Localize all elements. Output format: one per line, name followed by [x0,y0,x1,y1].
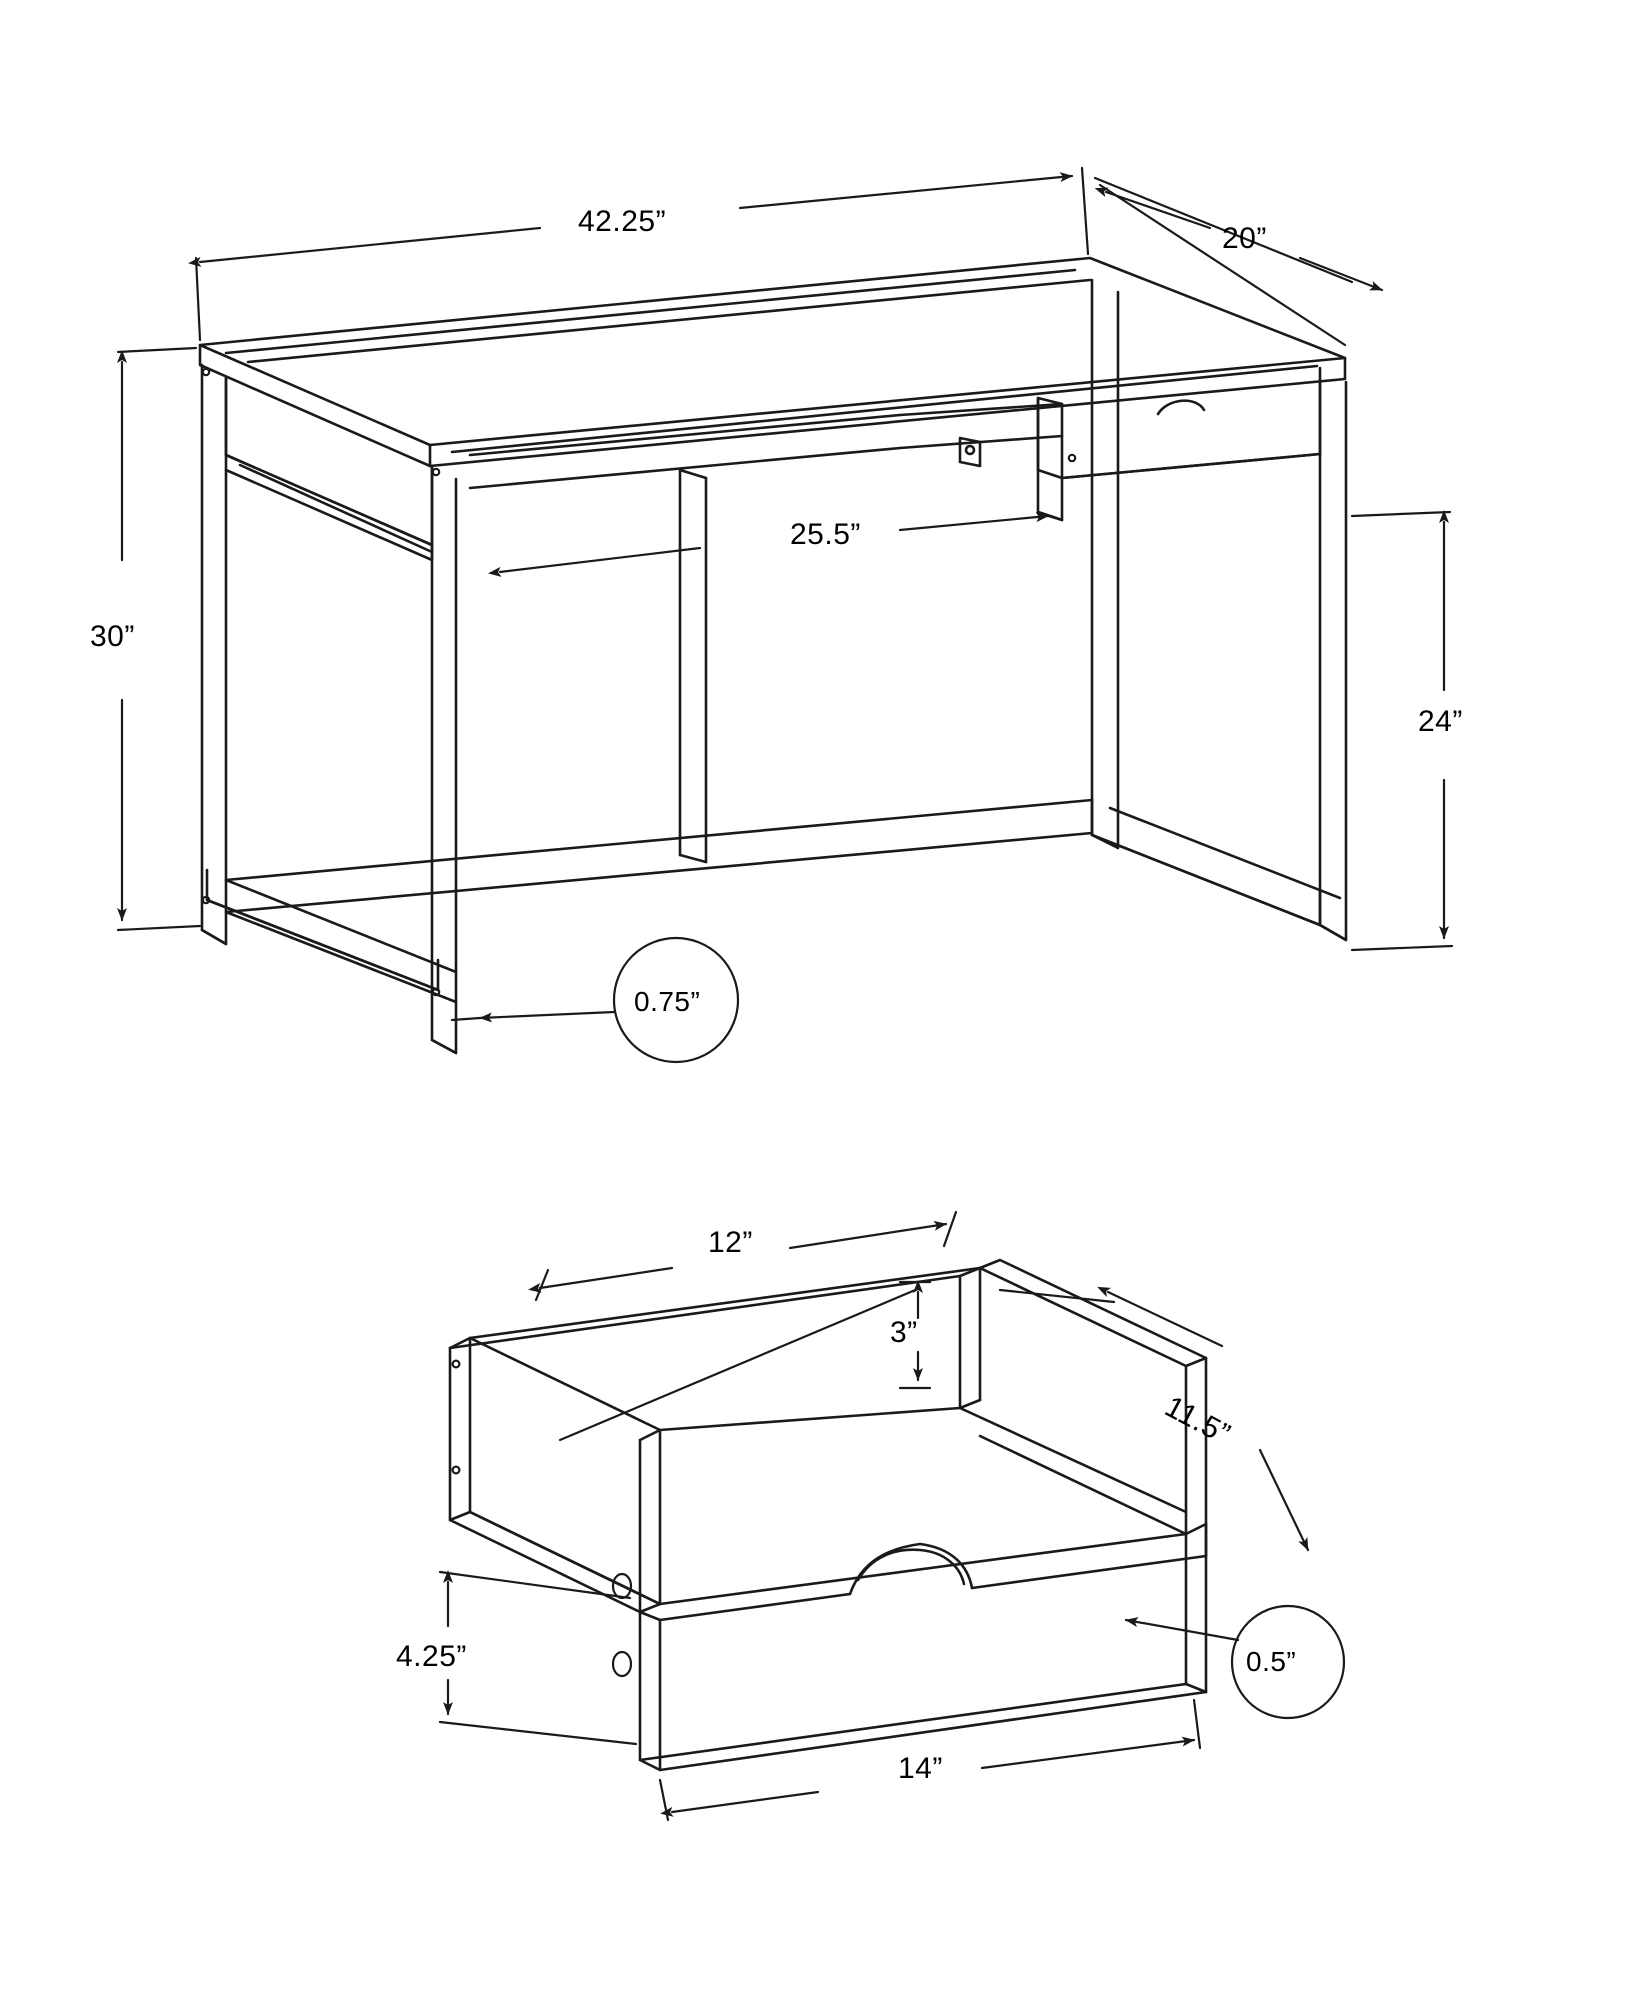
dimension-label-drawer-inner-height: 3” [890,1316,918,1349]
left-side-frame [202,365,456,1053]
dimension-label-desk-depth: 20” [1222,222,1267,255]
drawer-dimension-lines [440,1212,1344,1820]
dimension-label-frame-tube-thickness: 0.75” [634,986,701,1017]
back-frame [226,415,1092,912]
dimension-label-drawer-inner-width: 12” [708,1226,753,1259]
desk-figure [118,168,1452,1062]
dimension-label-desk-width: 42.25” [578,205,667,238]
dimension-label-drawer-face-width: 14” [898,1752,943,1785]
dimension-label-drawer-panel-thickness: 0.5” [1246,1646,1297,1677]
dimension-label-drawer-face-height: 4.25” [396,1640,467,1673]
desk-top-panel [200,258,1345,466]
dimension-label-drawer-depth: 11.5” [1159,1390,1236,1452]
drawer-figure [440,1212,1344,1820]
dimension-label-desk-leg-clearance-height: 24” [1418,705,1463,738]
desk-dimension-lines [118,168,1452,1062]
dimension-label-desk-height: 30” [90,620,135,653]
dimension-label-desk-clearance-width: 25.5” [790,518,861,551]
